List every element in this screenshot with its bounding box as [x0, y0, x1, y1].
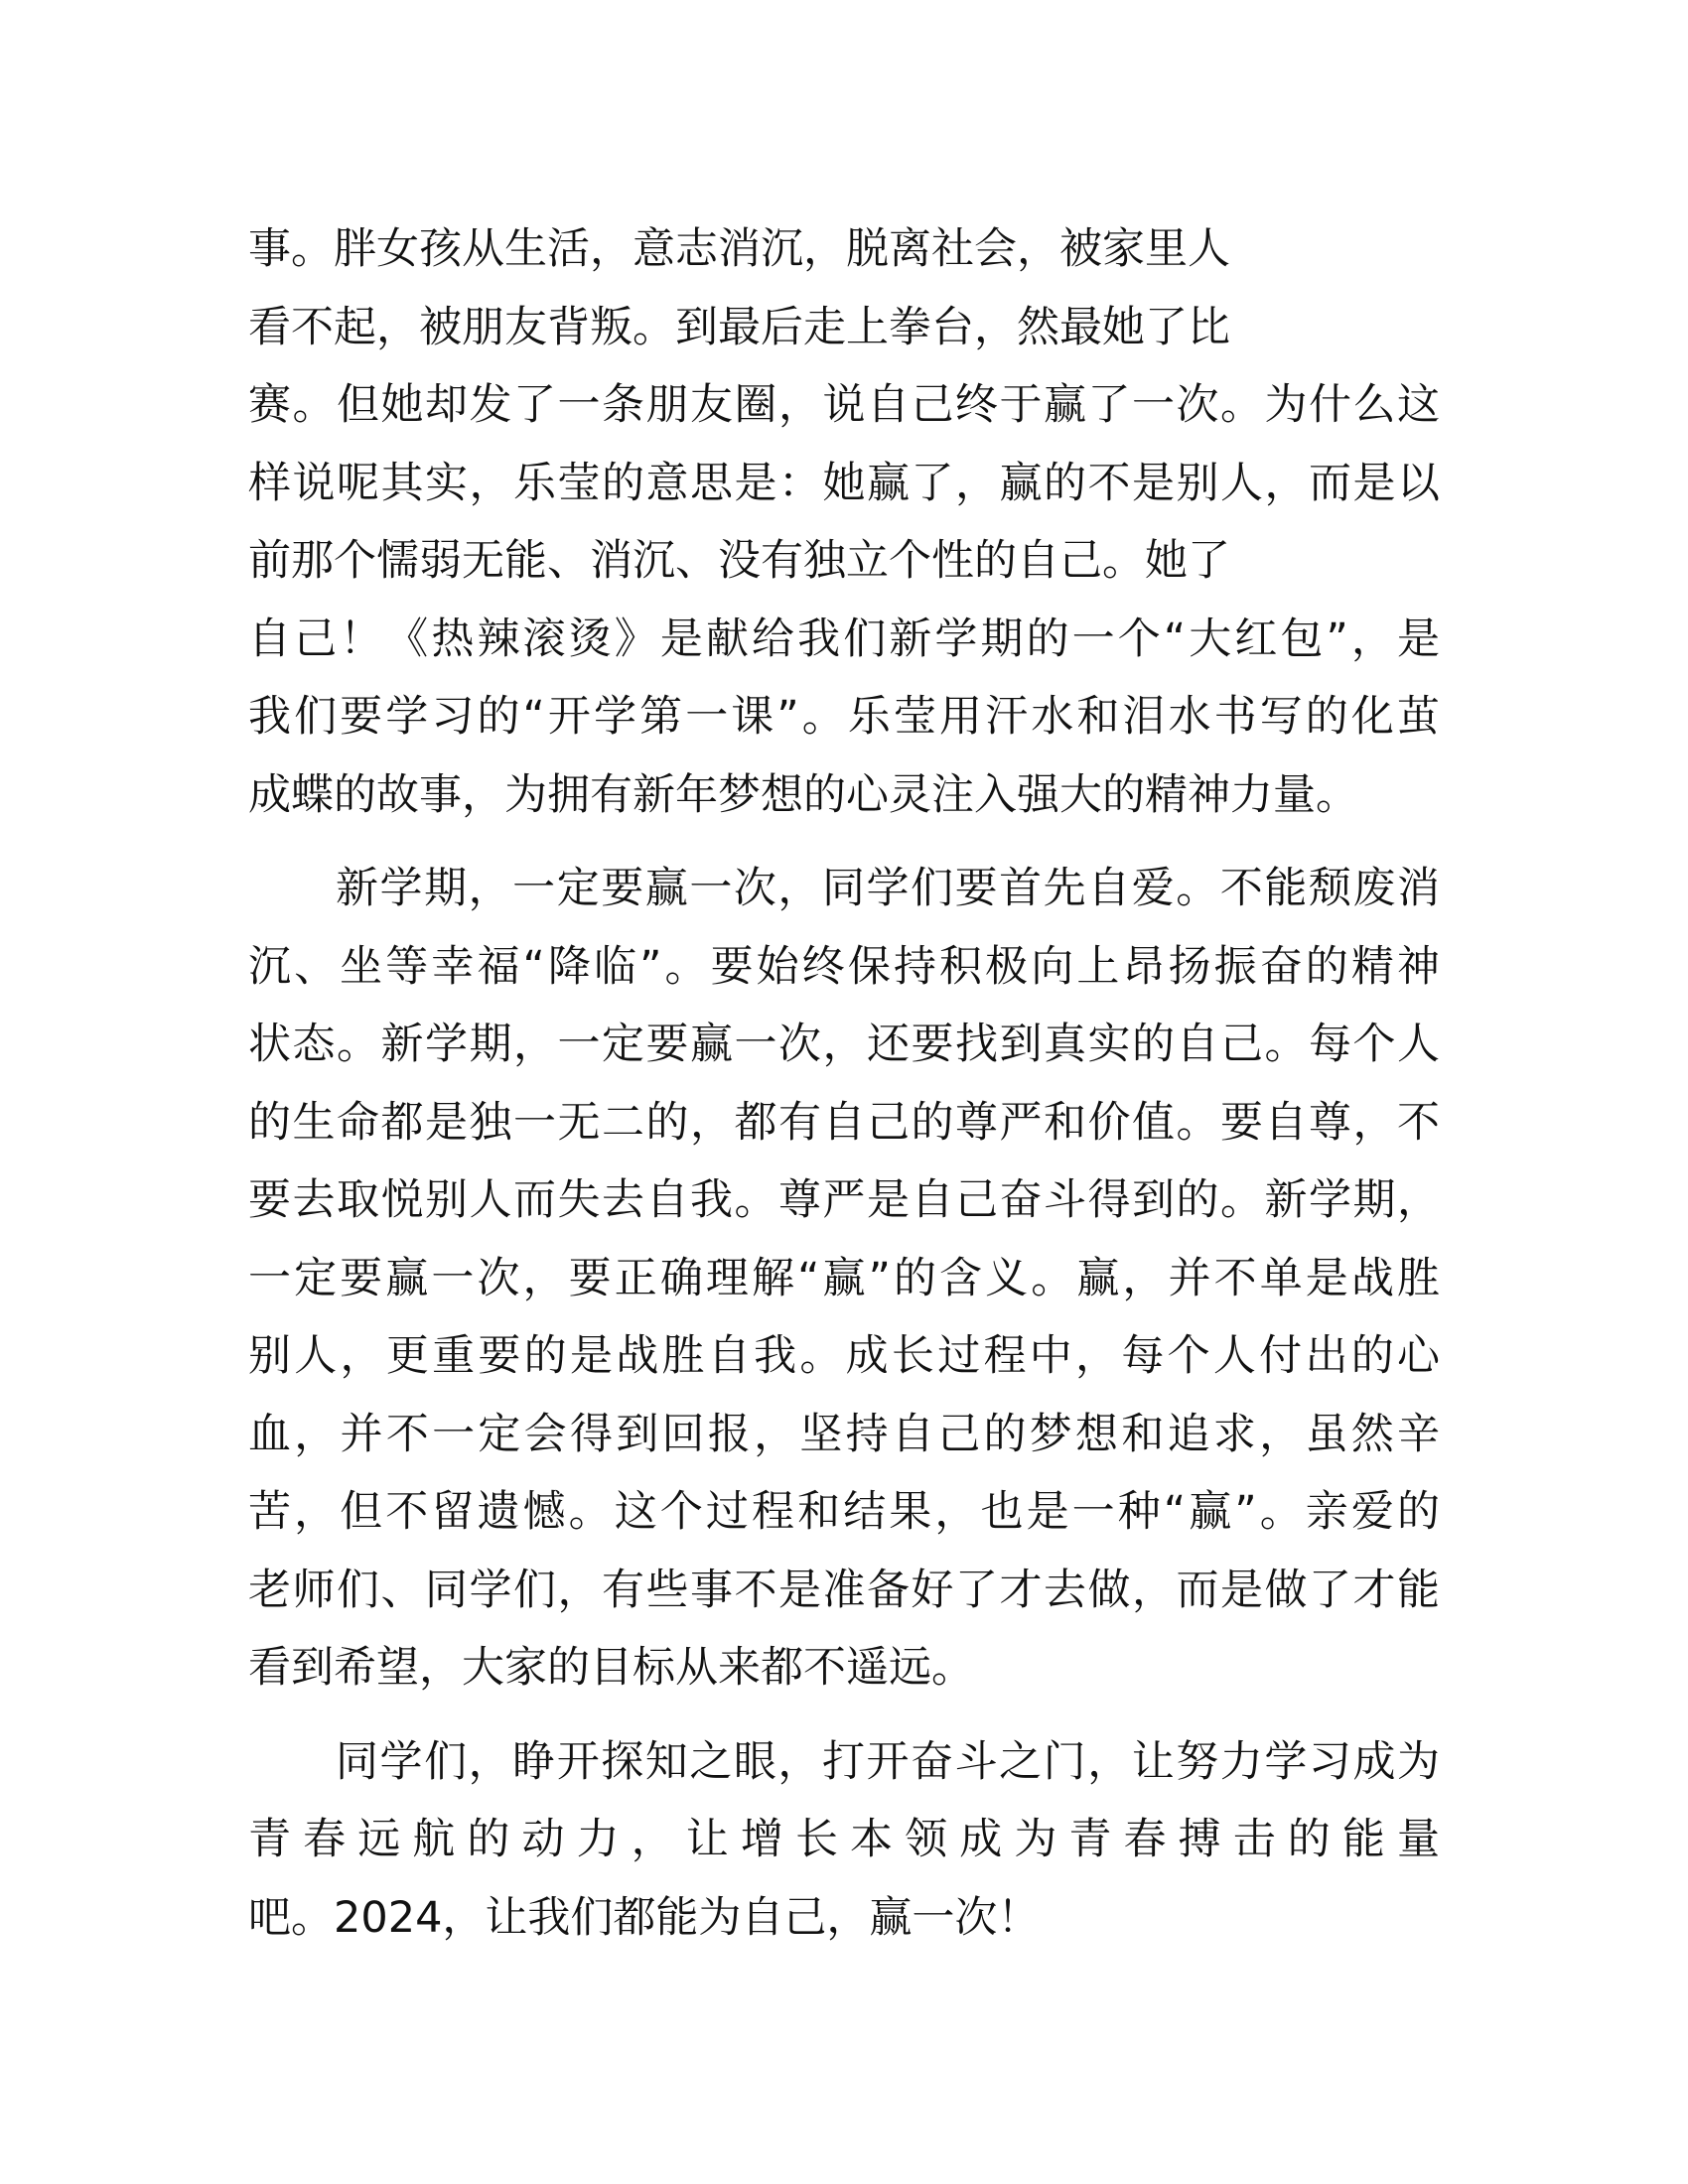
text-line: 苦，但不留遗憾。这个过程和结果，也是一种“赢”。亲爱的: [248, 1487, 1440, 1537]
text-line: 赛。但她却发了一条朋友圈，说自己终于赢了一次。为什么这: [248, 380, 1440, 430]
text-line: 别人，更重要的是战胜自我。成长过程中，每个人付出的心: [248, 1331, 1440, 1381]
text-line: 的生命都是独一无二的，都有自己的尊严和价值。要自尊，不: [248, 1097, 1440, 1148]
text-line: 血，并不一定会得到回报，坚持自己的梦想和追求，虽然辛: [248, 1409, 1440, 1459]
text-line: 我们要学习的“开学第一课”。乐莹用汗水和泪水书写的化茧: [248, 692, 1440, 742]
text-line: 前那个懦弱无能、消沉、没有独立个性的自己。她了: [248, 536, 1230, 586]
text-line: 吧。2024，让我们都能为自己，赢一次！: [248, 1892, 1041, 1943]
text-line: 看到希望，大家的目标从来都不遥远。: [248, 1643, 974, 1693]
text-line: 事。胖女孩从生活，意志消沉，脱离社会，被家里人: [248, 224, 1230, 274]
text-line: 成蝶的故事，为拥有新年梦想的心灵注入强大的精神力量。: [248, 769, 1358, 820]
body-text: [248, 210, 1440, 1957]
text-line: 要去取悦别人而失去自我。尊严是自己奋斗得到的。新学期，: [248, 1175, 1440, 1225]
text-line: 样说呢其实，乐莹的意思是：她赢了，赢的不是别人，而是以: [248, 458, 1440, 508]
text-line: 同学们，睁开探知之眼，打开奋斗之门，让努力学习成为: [336, 1736, 1440, 1787]
text-line: 看不起，被朋友背叛。到最后走上拳台，然最她了比: [248, 302, 1230, 352]
paragraph-1: [248, 210, 1440, 834]
paragraph-3: [248, 1723, 1440, 1958]
text-line: 青春远航的动力，让增长本领成为青春搏击的能量: [248, 1815, 1440, 1864]
text-line: 自己！《热辣滚烫》是献给我们新学期的一个“大红包”，是: [248, 614, 1440, 664]
paragraph-2: [248, 850, 1440, 1707]
text-line: 新学期，一定要赢一次，同学们要首先自爱。不能颓废消: [336, 864, 1440, 913]
text-line: 状态。新学期，一定要赢一次，还要找到真实的自己。每个人: [248, 1020, 1440, 1069]
text-line: 沉、坐等幸福“降临”。要始终保持积极向上昂扬振奋的精神: [248, 941, 1440, 992]
text-line: 一定要赢一次，要正确理解“赢”的含义。赢，并不单是战胜: [248, 1253, 1440, 1303]
text-line: 老师们、同学们，有些事不是准备好了才去做，而是做了才能: [248, 1565, 1440, 1615]
